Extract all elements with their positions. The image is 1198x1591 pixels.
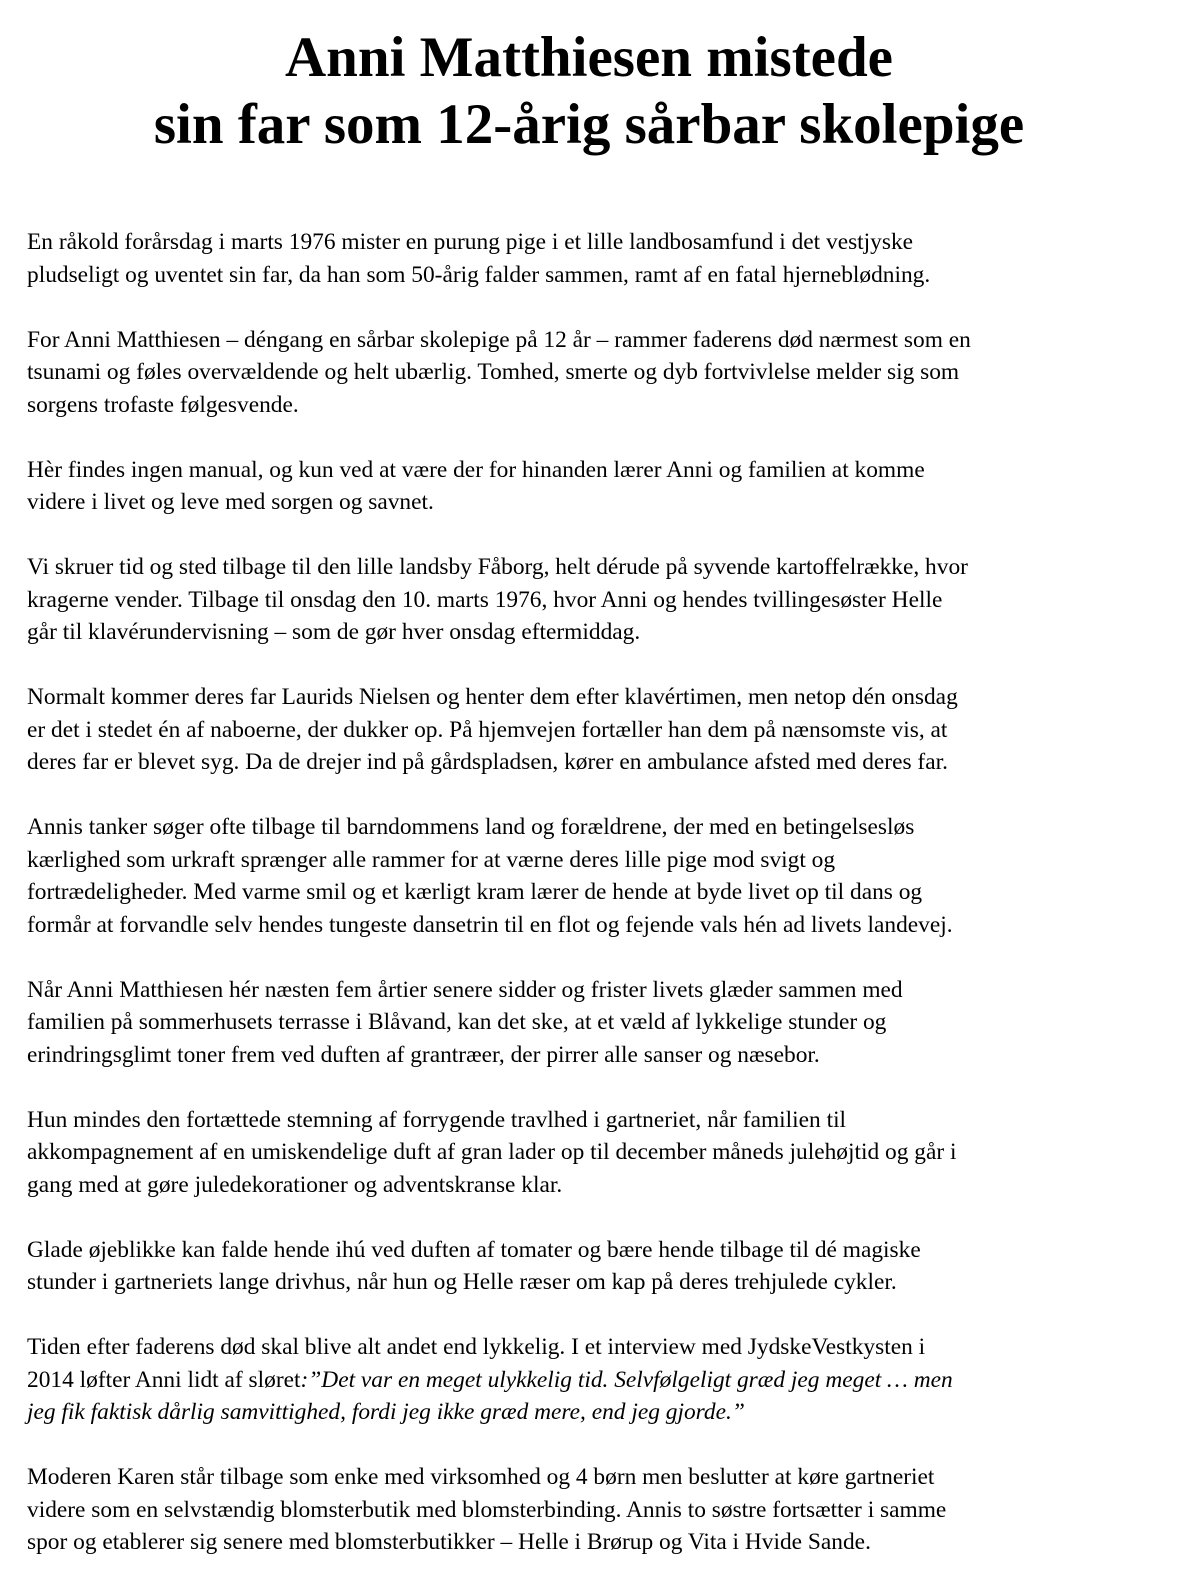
text-line: For Anni Matthiesen – déngang en sårbar skolepige på 12 år – rammer faderens død nærmest som en (27, 326, 971, 353)
text-line: Annis tanker søger ofte tilbage til barndommens land og forældrene, der med en betingelsesløs (27, 814, 915, 840)
quote-intro-text: 2014 løfter Anni lidt af sløret (27, 1366, 301, 1393)
text-line (27, 1364, 1167, 1397)
text-line: sorgens trofaste følgesvende. (27, 391, 299, 418)
text-line: Glade øjeblikke kan falde hende ihú ved duften af tomater og bære hende tilbage til dé magiske (27, 1236, 921, 1263)
paragraph-blaavand (27, 974, 1167, 1072)
text-line: Hun mindes den fortættede stemning af forrygende travlhed i gartneriet, når familien til (27, 1106, 847, 1133)
text-line: Når Anni Matthiesen hér næsten fem årtier senere sidder og frister livets glæder sammen med (27, 976, 903, 1003)
text-line: pludseligt og uventet sin far, da han som 50-årig falder sammen, ramt af en fatal hjerneblødning. (27, 261, 931, 288)
text-line: En råkold forårsdag i marts 1976 mister en purung pige i et lille landbosamfund i det vestjyske (27, 229, 914, 255)
text-line: deres far er blevet syg. Da de drejer ind på gårdspladsen, kører en ambulance afsted med deres far. (27, 749, 948, 775)
text-line: spor og etablerer sig senere med blomsterbutikker – Helle i Brørup og Vita i Hvide Sande. (27, 1529, 871, 1555)
text-line: Moderen Karen står tilbage som enke med virksomhed og 4 børn men beslutter at køre gartneriet (27, 1464, 935, 1490)
paragraph-christmas (27, 1104, 1167, 1202)
text-line: fortrædeligheder. Med varme smil og et kærligt kram lærer de hende at byde livet op til dans og (27, 879, 923, 905)
paragraph-flower-shop (27, 1461, 1167, 1559)
article-title-line-2: sin far som 12-årig sårbar skolepige (153, 93, 1025, 156)
article-title (0, 24, 1178, 158)
text-line: er det i stedet én af naboerne, der dukker op. På hjemvejen fortæller han dem på nænsomste vis, at (27, 716, 948, 743)
text-line: formår at forvandle selv hendes tungeste dansetrin til en flot og fejende vals hén ad livets landevej. (27, 911, 953, 938)
paragraph-no-manual (27, 454, 1167, 519)
text-line: videre som en selvstændig blomsterbutik med blomsterbinding. Annis to søstre fortsætter i samme (27, 1496, 947, 1523)
text-line: kragerne vender. Tilbage til onsdag den 10. marts 1976, hvor Anni og hendes tvillingesøster Helle (27, 586, 943, 613)
article-body (27, 226, 1167, 1591)
paragraph-tsunami (27, 324, 1167, 422)
paragraph-childhood (27, 811, 1167, 941)
text-line: gang med at gøre juledekorationer og adventskranse klar. (27, 1171, 563, 1198)
text-line: erindringsglimt toner frem ved duften af grantræer, der pirrer alle sanser og næsebor. (27, 1041, 820, 1068)
article-title-line-1: Anni Matthiesen mistede (285, 26, 893, 89)
paragraph-ambulance (27, 681, 1167, 779)
text-line: tsunami og føles overvældende og helt ubærlig. Tomhed, smerte og dyb fortvivlelse melder sig som (27, 359, 960, 385)
text-line: går til klavérundervisning – som de gør hver onsdag eftermiddag. (27, 619, 641, 645)
text-line: Vi skruer tid og sted tilbage til den lille landsby Fåborg, helt dérude på syvende kartoffelrække, hvor (27, 554, 968, 580)
text-line: kærlighed som urkraft sprænger alle rammer for at værne deres lille pige mod svigt og (27, 846, 836, 873)
text-line: Hèr findes ingen manual, og kun ved at være der for hinanden lærer Anni og familien at komme (27, 456, 925, 483)
paragraph-intro (27, 226, 1167, 291)
quote-text: jeg fik faktisk dårlig samvittighed, fordi jeg ikke græd mere, end jeg gjorde.” (27, 1399, 745, 1425)
text-line: videre i livet og leve med sorgen og savnet. (27, 489, 434, 515)
quote-text: :”Det var en meget ulykkelig tid. Selvfølgeligt græd jeg meget … men (300, 1366, 953, 1393)
paragraph-faaborg (27, 551, 1167, 649)
text-line: Normalt kommer deres far Laurids Nielsen og henter dem efter klavértimen, men netop dén onsdag (27, 684, 958, 710)
text-line: akkompagnement af en umiskendelige duft af gran lader op til december måneds julehøjtid og går i (27, 1139, 957, 1165)
paragraph-greenhouse (27, 1234, 1167, 1299)
text-line (27, 1396, 1167, 1429)
text-line: Tiden efter faderens død skal blive alt andet end lykkelig. I et interview med JydskeVestkysten i (27, 1334, 926, 1360)
text-line: stunder i gartneriets lange drivhus, når hun og Helle ræser om kap på deres trehjulede cykler. (27, 1269, 897, 1295)
paragraph-interview-quote (27, 1331, 1167, 1429)
text-line: familien på sommerhusets terrasse i Blåvand, kan det ske, at et væld af lykkelige stunder og (27, 1009, 887, 1035)
